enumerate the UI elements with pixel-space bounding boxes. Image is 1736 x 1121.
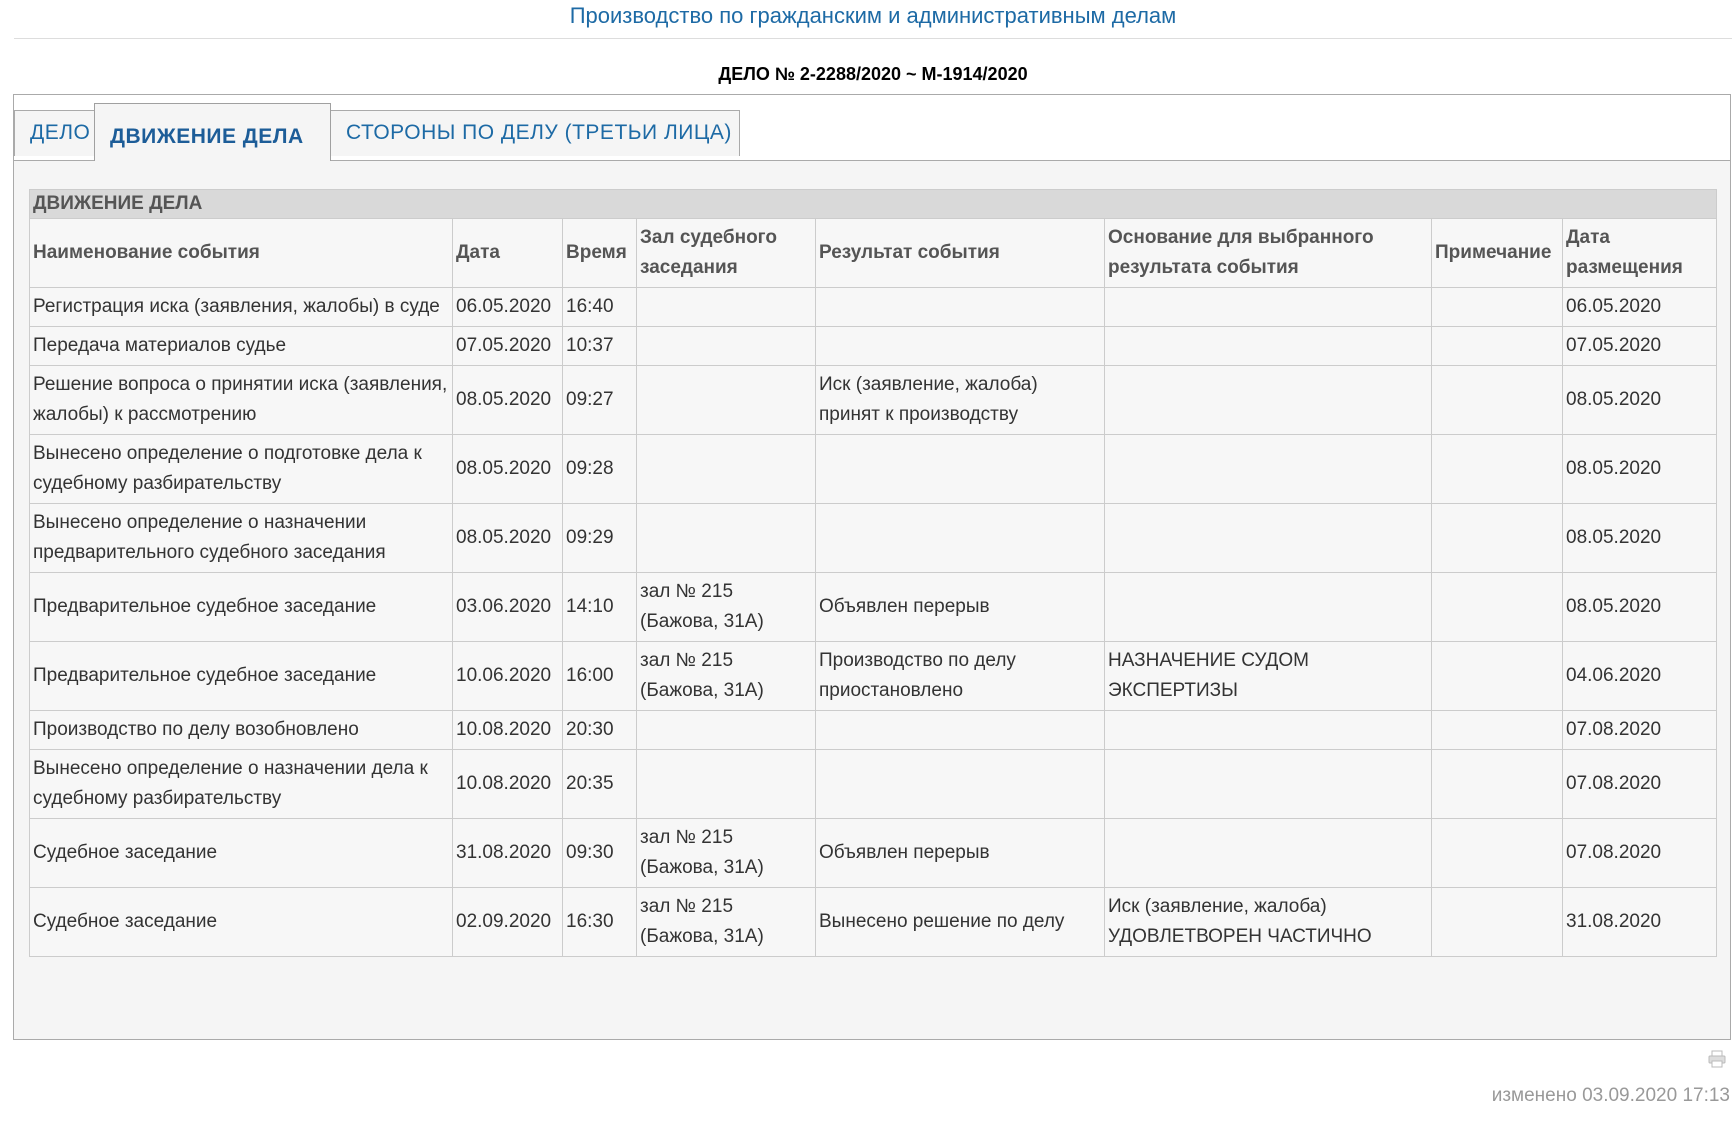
column-header: Зал судебного заседания bbox=[637, 219, 816, 288]
table-cell: 08.05.2020 bbox=[453, 504, 563, 573]
table-cell bbox=[816, 327, 1105, 366]
table-cell: 14:10 bbox=[563, 573, 637, 642]
page-title: Производство по гражданским и административным делам bbox=[569, 3, 1177, 28]
table-cell: зал № 215 (Бажова, 31А) bbox=[637, 573, 816, 642]
table-row bbox=[30, 504, 1717, 573]
table-cell bbox=[816, 711, 1105, 750]
table-cell: Вынесено определение о подготовке дела к судебному разбирательству bbox=[30, 435, 453, 504]
column-header: Дата bbox=[453, 219, 563, 288]
table-row bbox=[30, 327, 1717, 366]
table-cell: Иск (заявление, жалоба) принят к производству bbox=[816, 366, 1105, 435]
table-cell: зал № 215 (Бажова, 31А) bbox=[637, 642, 816, 711]
table-cell: 09:27 bbox=[563, 366, 637, 435]
table-cell bbox=[1105, 435, 1432, 504]
table-cell bbox=[1432, 888, 1563, 957]
table-cell: Регистрация иска (заявления, жалобы) в суде bbox=[30, 288, 453, 327]
tab-parties[interactable] bbox=[330, 110, 740, 156]
column-header: Дата размещения bbox=[1563, 219, 1717, 288]
table-cell: 06.05.2020 bbox=[453, 288, 563, 327]
table-cell: Производство по делу возобновлено bbox=[30, 711, 453, 750]
column-header: Основание для выбранного результата события bbox=[1105, 219, 1432, 288]
table-cell bbox=[637, 504, 816, 573]
table-cell: Вынесено определение о назначении предварительного судебного заседания bbox=[30, 504, 453, 573]
table-cell: Вынесено решение по делу bbox=[816, 888, 1105, 957]
table-cell: Предварительное судебное заседание bbox=[30, 573, 453, 642]
table-cell bbox=[1432, 435, 1563, 504]
table-cell: 06.05.2020 bbox=[1563, 288, 1717, 327]
table-cell bbox=[1432, 573, 1563, 642]
table-cell bbox=[816, 750, 1105, 819]
table-cell bbox=[1105, 819, 1432, 888]
tab-parties-label: СТОРОНЫ ПО ДЕЛУ (ТРЕТЬИ ЛИЦА) bbox=[346, 121, 732, 144]
table-cell: 16:30 bbox=[563, 888, 637, 957]
section-header-row bbox=[30, 190, 1717, 219]
table-row bbox=[30, 288, 1717, 327]
table-cell bbox=[1105, 711, 1432, 750]
table-cell bbox=[1432, 711, 1563, 750]
table-row bbox=[30, 819, 1717, 888]
table-cell: 07.08.2020 bbox=[1563, 750, 1717, 819]
table-cell bbox=[816, 288, 1105, 327]
tab-bar bbox=[14, 95, 1730, 161]
table-cell bbox=[1432, 642, 1563, 711]
table-cell: 07.05.2020 bbox=[453, 327, 563, 366]
column-header: Время bbox=[563, 219, 637, 288]
table-cell: 07.05.2020 bbox=[1563, 327, 1717, 366]
table-row bbox=[30, 750, 1717, 819]
table-cell: НАЗНАЧЕНИЕ СУДОМ ЭКСПЕРТИЗЫ bbox=[1105, 642, 1432, 711]
events-body bbox=[30, 288, 1717, 957]
table-cell bbox=[1432, 504, 1563, 573]
tab-case-movement[interactable] bbox=[94, 103, 331, 161]
table-cell: 09:28 bbox=[563, 435, 637, 504]
table-cell: 16:00 bbox=[563, 642, 637, 711]
table-cell: 10.08.2020 bbox=[453, 750, 563, 819]
table-cell bbox=[637, 435, 816, 504]
table-cell bbox=[816, 504, 1105, 573]
table-cell bbox=[1105, 327, 1432, 366]
table-cell: 08.05.2020 bbox=[1563, 504, 1717, 573]
case-panel bbox=[13, 94, 1731, 1040]
table-cell: 04.06.2020 bbox=[1563, 642, 1717, 711]
table-cell: 08.05.2020 bbox=[453, 435, 563, 504]
table-cell: 20:35 bbox=[563, 750, 637, 819]
table-cell bbox=[816, 435, 1105, 504]
last-modified: изменено 03.09.2020 17:13 bbox=[1491, 1085, 1730, 1106]
table-cell: 08.05.2020 bbox=[1563, 435, 1717, 504]
case-events-table bbox=[29, 189, 1717, 957]
table-cell bbox=[637, 288, 816, 327]
table-cell: Предварительное судебное заседание bbox=[30, 642, 453, 711]
table-cell: 09:30 bbox=[563, 819, 637, 888]
table-cell bbox=[1432, 750, 1563, 819]
table-cell: Судебное заседание bbox=[30, 888, 453, 957]
table-cell: Иск (заявление, жалоба) УДОВЛЕТВОРЕН ЧАСТИЧНО bbox=[1105, 888, 1432, 957]
table-cell: 31.08.2020 bbox=[1563, 888, 1717, 957]
table-cell: 10.08.2020 bbox=[453, 711, 563, 750]
table-row bbox=[30, 435, 1717, 504]
table-cell: Решение вопроса о принятии иска (заявления, жалобы) к рассмотрению bbox=[30, 366, 453, 435]
table-cell bbox=[1105, 366, 1432, 435]
table-cell: Объявлен перерыв bbox=[816, 573, 1105, 642]
table-row bbox=[30, 573, 1717, 642]
table-cell: Производство по делу приостановлено bbox=[816, 642, 1105, 711]
table-cell bbox=[1105, 750, 1432, 819]
table-cell: 08.05.2020 bbox=[453, 366, 563, 435]
table-cell: 07.08.2020 bbox=[1563, 711, 1717, 750]
tab-case[interactable] bbox=[14, 110, 95, 156]
table-row bbox=[30, 888, 1717, 957]
page-header bbox=[14, 0, 1732, 39]
table-cell bbox=[1432, 327, 1563, 366]
tab-case-label: ДЕЛО bbox=[30, 121, 91, 144]
table-cell: 08.05.2020 bbox=[1563, 366, 1717, 435]
print-icon[interactable] bbox=[1708, 1050, 1726, 1068]
table-cell: 10.06.2020 bbox=[453, 642, 563, 711]
table-cell bbox=[1432, 366, 1563, 435]
table-cell: 20:30 bbox=[563, 711, 637, 750]
table-cell bbox=[1105, 288, 1432, 327]
table-cell: 16:40 bbox=[563, 288, 637, 327]
table-cell bbox=[637, 750, 816, 819]
column-header-row bbox=[30, 219, 1717, 288]
table-cell: 02.09.2020 bbox=[453, 888, 563, 957]
table-cell bbox=[1432, 819, 1563, 888]
table-row bbox=[30, 642, 1717, 711]
table-cell bbox=[1105, 573, 1432, 642]
table-cell: Вынесено определение о назначении дела к судебному разбирательству bbox=[30, 750, 453, 819]
table-cell: 31.08.2020 bbox=[453, 819, 563, 888]
section-title: ДВИЖЕНИЕ ДЕЛА bbox=[30, 190, 1717, 219]
table-cell: 10:37 bbox=[563, 327, 637, 366]
case-title: ДЕЛО № 2-2288/2020 ~ М-1914/2020 bbox=[718, 64, 1028, 84]
tab-case-movement-label: ДВИЖЕНИЕ ДЕЛА bbox=[110, 125, 304, 148]
table-cell: Объявлен перерыв bbox=[816, 819, 1105, 888]
table-cell: 09:29 bbox=[563, 504, 637, 573]
table-row bbox=[30, 711, 1717, 750]
column-header: Примечание bbox=[1432, 219, 1563, 288]
table-cell: Судебное заседание bbox=[30, 819, 453, 888]
table-cell bbox=[637, 366, 816, 435]
table-cell: 07.08.2020 bbox=[1563, 819, 1717, 888]
table-row bbox=[30, 366, 1717, 435]
table-cell bbox=[1432, 288, 1563, 327]
table-cell: зал № 215 (Бажова, 31А) bbox=[637, 819, 816, 888]
table-cell: 03.06.2020 bbox=[453, 573, 563, 642]
table-cell bbox=[637, 327, 816, 366]
table-cell bbox=[1105, 504, 1432, 573]
table-cell: 08.05.2020 bbox=[1563, 573, 1717, 642]
table-cell bbox=[637, 711, 816, 750]
column-header: Результат события bbox=[816, 219, 1105, 288]
table-cell: зал № 215 (Бажова, 31А) bbox=[637, 888, 816, 957]
table-cell: Передача материалов судье bbox=[30, 327, 453, 366]
column-header: Наименование события bbox=[30, 219, 453, 288]
